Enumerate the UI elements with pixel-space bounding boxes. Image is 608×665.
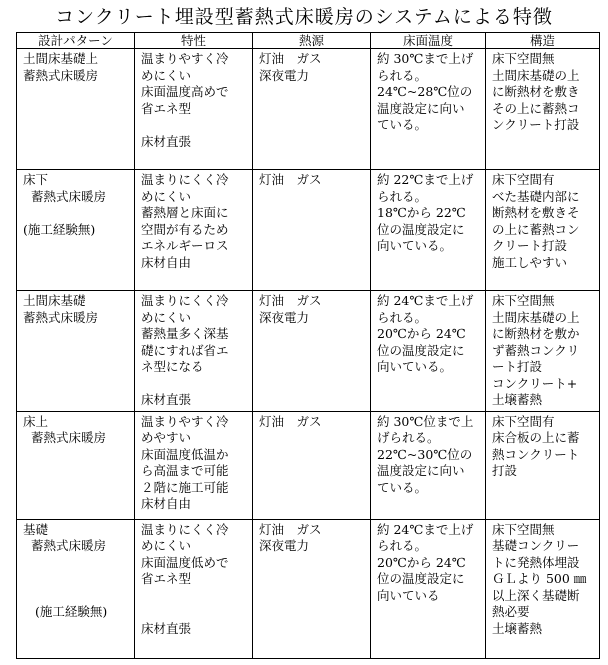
table-row	[17, 519, 600, 658]
temp-line: 約 24℃まで上げ	[377, 293, 474, 308]
traits-line: ２階に施工可能	[141, 479, 229, 495]
structure-line: 床下空間無	[492, 521, 555, 537]
cell-source	[253, 519, 371, 658]
pattern-line: 蓄熱式床暖房	[23, 309, 99, 325]
temp-line: られる。	[377, 309, 428, 325]
cell-pattern	[17, 291, 135, 412]
cell-temp	[371, 291, 486, 412]
cell-pattern	[17, 49, 135, 170]
source-line: 灯油 ガス	[259, 413, 322, 429]
pattern-line: 基礎	[23, 521, 49, 537]
pattern-line: 蓄熱式床暖房	[31, 538, 107, 553]
structure-line: 床下空間無	[492, 293, 555, 308]
structure-line: 熱必要	[492, 604, 530, 619]
temp-line: 20℃から 24℃	[377, 326, 466, 341]
cell-temp	[371, 411, 486, 519]
source-line: 灯油 ガス	[259, 293, 322, 308]
pattern-line: 蓄熱式床暖房	[31, 188, 107, 204]
structure-line: ＧＬより 500 ㎜	[492, 571, 587, 586]
structure-line: ず蓄熱コンクリ	[492, 342, 580, 358]
traits-line: 礎にすれば省エ	[141, 342, 229, 358]
header-structure: 構造	[486, 33, 600, 49]
cell-traits	[135, 411, 253, 519]
structure-line: 土壌蓄熱	[492, 620, 543, 636]
table-row	[17, 49, 600, 170]
traits-line: 床面温度低温か	[141, 446, 229, 462]
structure-line: トに発熱体埋設	[492, 554, 580, 570]
pattern-line: 蓄熱式床暖房	[23, 67, 99, 83]
pattern-line: 床上	[23, 413, 49, 429]
cell-source	[253, 49, 371, 170]
structure-line: 土壌蓄熱	[492, 392, 543, 407]
cell-source	[253, 170, 371, 291]
cell-structure	[486, 291, 600, 412]
traits-line: 床材自由	[141, 254, 192, 270]
structure-line: ート打設	[492, 359, 543, 374]
structure-line: の上に蓄熱コン	[492, 221, 580, 237]
traits-line: 床面温度高めで	[141, 84, 229, 99]
temp-line: られる。	[377, 188, 428, 204]
temp-line: 18℃から 22℃	[377, 205, 466, 220]
structure-line: に断熱材を敷か	[492, 326, 580, 341]
structure-line: 土間床基礎の上	[492, 309, 580, 325]
header-pattern: 設計パターン	[17, 33, 135, 49]
traits-line: 省エネ型	[141, 100, 192, 116]
cell-source	[253, 291, 371, 412]
traits-line: 温まりにくく冷	[141, 521, 229, 537]
traits-line: 空間が有るため	[141, 221, 229, 237]
temp-line: られる。	[377, 538, 428, 553]
source-line: 深夜電力	[259, 67, 310, 83]
cell-traits	[135, 170, 253, 291]
pattern-line: 土間床基礎	[23, 293, 86, 308]
temp-line: 約 24℃まで上げ	[377, 521, 474, 537]
cell-structure	[486, 49, 600, 170]
pattern-line: 土間床基礎上	[23, 51, 99, 66]
cell-source	[253, 411, 371, 519]
cell-structure	[486, 519, 600, 658]
table-row	[17, 411, 600, 519]
structure-line: 床合板の上に蓄	[492, 430, 580, 445]
source-line: 灯油 ガス	[259, 521, 322, 537]
cell-structure	[486, 170, 600, 291]
temp-line: 温度設定に向い	[377, 463, 465, 478]
pattern-note: (施工経験無)	[23, 221, 96, 237]
structure-line: 土間床基礎の上	[492, 67, 580, 83]
pattern-note: (施工経験無)	[35, 604, 108, 619]
temp-line: 約 30℃位まで上	[377, 413, 474, 429]
temp-line: 位の温度設定に	[377, 221, 465, 237]
temp-line: 約 22℃まで上げ	[377, 172, 474, 187]
document-title: コンクリート埋設型蓄熱式床暖房のシステムによる特徴	[55, 6, 553, 28]
structure-line: 基礎コンクリー	[492, 538, 580, 553]
traits-line: エネルギーロス	[141, 238, 229, 253]
temp-line: 温度設定に向い	[377, 100, 465, 116]
temp-line: ている。	[377, 479, 428, 495]
structure-line: べた基礎内部に	[492, 188, 580, 204]
traits-note: 床材直張	[141, 620, 192, 636]
cell-traits	[135, 49, 253, 170]
temp-line: 24℃~28℃位の	[377, 84, 473, 99]
traits-line: 床面温度低めで	[141, 554, 229, 570]
temp-line: 22℃~30℃位の	[377, 446, 473, 462]
traits-line: めにくい	[141, 188, 192, 204]
structure-line: ンクリート打設	[492, 117, 580, 132]
source-line: 灯油 ガス	[259, 172, 322, 187]
structure-line: コンクリート+	[492, 375, 578, 391]
cell-temp	[371, 170, 486, 291]
table-row	[17, 291, 600, 412]
traits-line: めやすい	[141, 430, 192, 445]
header-traits: 特性	[135, 33, 253, 49]
cell-traits	[135, 519, 253, 658]
source-line: 深夜電力	[259, 538, 310, 553]
structure-line: に断熱材を敷き	[492, 84, 580, 99]
temp-line: ている。	[377, 117, 428, 132]
structure-line: 以上深く基礎断	[492, 587, 580, 603]
cell-pattern	[17, 170, 135, 291]
structure-line: 床下空間無	[492, 51, 555, 66]
structure-line: 床下空間有	[492, 413, 555, 429]
temp-line: げられる。	[377, 430, 440, 445]
cell-temp	[371, 519, 486, 658]
temp-line: 向いている。	[377, 238, 453, 253]
traits-line: 温まりやすく冷	[141, 51, 229, 66]
temp-line: 位の温度設定に	[377, 571, 465, 586]
table-row	[17, 170, 600, 291]
temp-line: 約 30℃まで上げ	[377, 51, 474, 66]
traits-line: 蓄熱量多く深基	[141, 326, 229, 341]
pattern-line: 床下	[23, 172, 49, 187]
structure-line: 熱コンクリート	[492, 446, 580, 462]
header-source: 熱源	[253, 33, 371, 49]
traits-line: めにくい	[141, 309, 192, 325]
traits-line: めにくい	[141, 538, 192, 553]
traits-line: ネ型になる	[141, 359, 204, 374]
structure-line: 床下空間有	[492, 172, 555, 187]
traits-line: ら高温まで可能	[141, 463, 229, 478]
cell-temp	[371, 49, 486, 170]
traits-note: 床材直張	[141, 392, 192, 407]
traits-line: 床材自由	[141, 496, 192, 511]
traits-line: 温まりにくく冷	[141, 172, 229, 187]
structure-line: 断熱材を敷きそ	[492, 205, 580, 220]
cell-pattern	[17, 519, 135, 658]
cell-traits	[135, 291, 253, 412]
source-line: 深夜電力	[259, 309, 310, 325]
cell-structure	[486, 411, 600, 519]
structure-line: 打設	[492, 463, 518, 478]
traits-line: 温まりにくく冷	[141, 293, 229, 308]
temp-line: られる。	[377, 67, 428, 83]
structure-line: 施工しやすい	[492, 254, 568, 270]
features-table	[16, 32, 600, 659]
pattern-line: 蓄熱式床暖房	[31, 430, 107, 445]
header-temp: 床面温度	[371, 33, 486, 49]
structure-line: クリート打設	[492, 238, 568, 253]
temp-line: 向いている	[377, 587, 440, 603]
cell-pattern	[17, 411, 135, 519]
traits-line: 温まりやすく冷	[141, 413, 229, 429]
temp-line: 向いている。	[377, 359, 453, 374]
traits-note: 床材直張	[141, 133, 192, 149]
traits-line: 蓄熱層と床面に	[141, 205, 229, 220]
temp-line: 位の温度設定に	[377, 342, 465, 358]
traits-line: 省エネ型	[141, 571, 192, 586]
traits-line: めにくい	[141, 67, 192, 83]
source-line: 灯油 ガス	[259, 51, 322, 66]
temp-line: 20℃から 24℃	[377, 554, 466, 570]
header-row	[17, 33, 600, 49]
structure-line: その上に蓄熱コ	[492, 100, 580, 116]
